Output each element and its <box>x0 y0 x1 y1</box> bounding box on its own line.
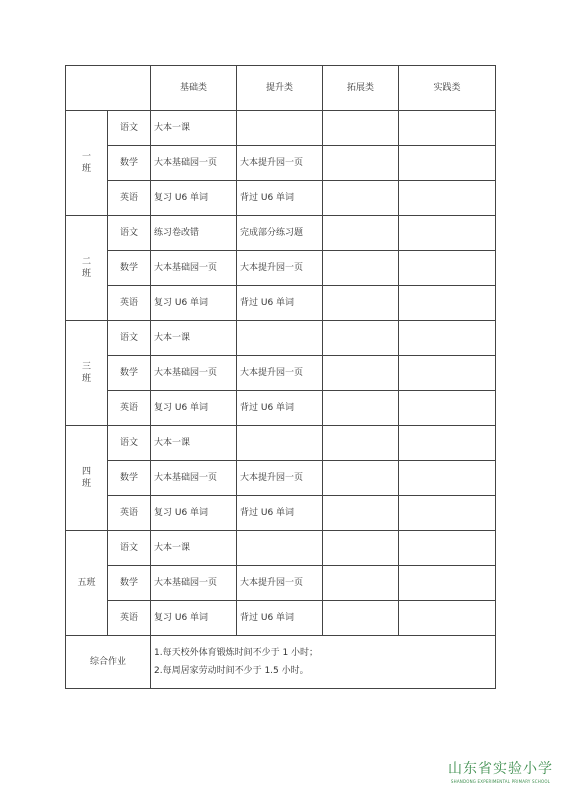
class-name-cell <box>66 216 108 321</box>
advanced-cell: 大本提升园一页 <box>237 146 323 181</box>
basic-cell: 大本基础园一页 <box>151 566 237 601</box>
basic-cell: 复习 U6 单词 <box>151 496 237 531</box>
class-name-cell <box>66 321 108 426</box>
header-row <box>66 66 496 111</box>
extension-cell <box>323 251 399 286</box>
class-name-bottom: 班 <box>81 164 91 174</box>
class-name-top: 四 <box>81 467 91 477</box>
table-row <box>66 146 496 181</box>
table-row <box>66 426 496 461</box>
advanced-cell <box>237 321 323 356</box>
subject-cell: 数学 <box>108 146 151 181</box>
table-row <box>66 461 496 496</box>
advanced-cell <box>237 426 323 461</box>
class-name-top: 三 <box>81 362 91 372</box>
basic-cell: 复习 U6 单词 <box>151 181 237 216</box>
class-name-top: 五班 <box>77 578 96 588</box>
subject-cell: 数学 <box>108 251 151 286</box>
advanced-cell <box>237 531 323 566</box>
extension-cell <box>323 566 399 601</box>
class-name-top: 二 <box>81 257 91 267</box>
practice-cell <box>399 426 496 461</box>
extension-cell <box>323 111 399 146</box>
subject-cell: 语文 <box>108 321 151 356</box>
practice-cell <box>399 601 496 636</box>
extension-cell <box>323 391 399 426</box>
extension-cell <box>323 321 399 356</box>
subject-cell: 英语 <box>108 496 151 531</box>
table-row <box>66 111 496 146</box>
advanced-cell: 背过 U6 单词 <box>237 496 323 531</box>
basic-cell: 大本基础园一页 <box>151 251 237 286</box>
advanced-cell: 完成部分练习题 <box>237 216 323 251</box>
advanced-cell: 大本提升园一页 <box>237 566 323 601</box>
basic-cell: 复习 U6 单词 <box>151 601 237 636</box>
advanced-cell: 背过 U6 单词 <box>237 181 323 216</box>
comprehensive-row <box>66 636 496 689</box>
advanced-cell: 背过 U6 单词 <box>237 391 323 426</box>
table-row <box>66 391 496 426</box>
practice-cell <box>399 356 496 391</box>
basic-cell: 大本一课 <box>151 531 237 566</box>
extension-cell <box>323 146 399 181</box>
school-logo <box>448 758 553 784</box>
table-row <box>66 601 496 636</box>
school-logo-english: SHANDONG EXPERIMENTAL PRIMARY SCHOOL <box>450 779 551 784</box>
comprehensive-content <box>151 636 496 689</box>
class-name-bottom: 班 <box>81 374 91 384</box>
class-name-cell <box>66 111 108 216</box>
table-row <box>66 216 496 251</box>
practice-cell <box>399 531 496 566</box>
basic-cell: 大本一课 <box>151 426 237 461</box>
homework-table <box>65 65 496 689</box>
basic-cell: 大本基础园一页 <box>151 461 237 496</box>
practice-cell <box>399 146 496 181</box>
basic-cell: 复习 U6 单词 <box>151 286 237 321</box>
table-row <box>66 286 496 321</box>
practice-cell <box>399 461 496 496</box>
basic-cell: 大本一课 <box>151 111 237 146</box>
table-row <box>66 566 496 601</box>
practice-cell <box>399 111 496 146</box>
school-logo-chinese: 山东省实验小学 <box>448 761 553 777</box>
subject-cell: 英语 <box>108 286 151 321</box>
advanced-cell: 大本提升园一页 <box>237 461 323 496</box>
table-row <box>66 496 496 531</box>
advanced-cell: 背过 U6 单词 <box>237 601 323 636</box>
header-advanced: 提升类 <box>237 66 323 111</box>
basic-cell: 大本基础园一页 <box>151 146 237 181</box>
subject-cell: 数学 <box>108 461 151 496</box>
basic-cell: 大本一课 <box>151 321 237 356</box>
header-basic: 基础类 <box>151 66 237 111</box>
extension-cell <box>323 426 399 461</box>
class-name-cell <box>66 426 108 531</box>
subject-cell: 英语 <box>108 181 151 216</box>
practice-cell <box>399 391 496 426</box>
extension-cell <box>323 531 399 566</box>
table-row <box>66 251 496 286</box>
header-extension: 拓展类 <box>323 66 399 111</box>
practice-cell <box>399 216 496 251</box>
comprehensive-item: 2.每周居家劳动时间不少于 1.5 小时。 <box>154 666 309 676</box>
advanced-cell <box>237 111 323 146</box>
class-name-bottom: 班 <box>81 479 91 489</box>
practice-cell <box>399 496 496 531</box>
subject-cell: 语文 <box>108 426 151 461</box>
extension-cell <box>323 461 399 496</box>
extension-cell <box>323 216 399 251</box>
advanced-cell: 大本提升园一页 <box>237 251 323 286</box>
advanced-cell: 背过 U6 单词 <box>237 286 323 321</box>
practice-cell <box>399 251 496 286</box>
subject-cell: 英语 <box>108 601 151 636</box>
basic-cell: 大本基础园一页 <box>151 356 237 391</box>
subject-cell: 数学 <box>108 566 151 601</box>
subject-cell: 语文 <box>108 111 151 146</box>
extension-cell <box>323 181 399 216</box>
table-row <box>66 181 496 216</box>
extension-cell <box>323 356 399 391</box>
table-row <box>66 356 496 391</box>
practice-cell <box>399 181 496 216</box>
basic-cell: 练习卷改错 <box>151 216 237 251</box>
table-row <box>66 321 496 356</box>
extension-cell <box>323 601 399 636</box>
class-name-cell <box>66 531 108 636</box>
header-corner-cell <box>66 66 151 111</box>
subject-cell: 语文 <box>108 216 151 251</box>
comprehensive-item: 1.每天校外体育锻炼时间不少于 1 小时； <box>154 648 319 658</box>
header-practice: 实践类 <box>399 66 496 111</box>
practice-cell <box>399 566 496 601</box>
subject-cell: 英语 <box>108 391 151 426</box>
subject-cell: 数学 <box>108 356 151 391</box>
practice-cell <box>399 286 496 321</box>
advanced-cell: 大本提升园一页 <box>237 356 323 391</box>
class-name-bottom: 班 <box>81 269 91 279</box>
comprehensive-label: 综合作业 <box>66 636 151 689</box>
extension-cell <box>323 496 399 531</box>
class-name-top: 一 <box>81 152 91 162</box>
subject-cell: 语文 <box>108 531 151 566</box>
basic-cell: 复习 U6 单词 <box>151 391 237 426</box>
table-row <box>66 531 496 566</box>
extension-cell <box>323 286 399 321</box>
practice-cell <box>399 321 496 356</box>
